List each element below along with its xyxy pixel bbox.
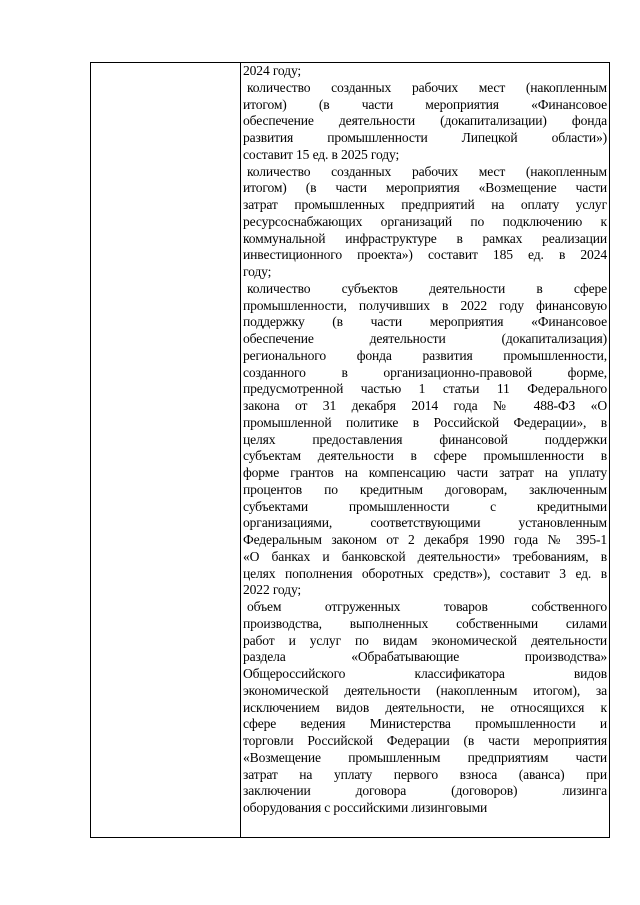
- text-line: объем отгруженных товаров собственного: [247, 599, 607, 614]
- text-line: Общероссийского классификатора видов: [243, 666, 607, 681]
- text-line: 2022 году;: [243, 582, 302, 598]
- text-line: количество созданных рабочих мест (накопленным: [247, 79, 607, 95]
- text-line: созданного в организационно-правовой форме,: [243, 364, 607, 380]
- text-line: производства, выполненных собственными силами: [243, 615, 607, 631]
- text-line: целях пополнения оборотных средств»), составит 3 ед. в: [243, 565, 607, 581]
- table-right-cell: [241, 63, 609, 837]
- text-line: обеспечение деятельности (докапитализации) фонда: [243, 113, 607, 129]
- text-line: форме грантов на компенсацию части затрат на уплату: [243, 465, 607, 480]
- text-line: итогом) (в части мероприятия «Возмещение части: [243, 180, 607, 196]
- text-line: 2024 году;: [243, 63, 302, 78]
- text-line: раздела «Обрабатывающие производства»: [243, 649, 607, 665]
- text-line: «Возмещение промышленным предприятиям части: [243, 749, 607, 765]
- text-line: сфере ведения Министерства промышленности и: [243, 716, 607, 732]
- text-line: целях предоставления финансовой поддержки: [243, 431, 607, 447]
- text-line: работ и услуг по видам экономической деятельности: [243, 632, 607, 648]
- text-line: количество субъектов деятельности в сфере: [247, 280, 607, 296]
- text-line: процентов по кредитным договорам, заключенным: [243, 481, 607, 497]
- text-line: коммунальной инфраструктуре в рамках реализации: [243, 230, 607, 246]
- text-line: ресурсоснабжающих организаций по подключению к: [243, 213, 607, 229]
- text-line: году;: [243, 264, 272, 279]
- text-line: организациями, соответствующими установленным: [243, 515, 607, 531]
- text-line: оборудования с российскими лизинговыми: [243, 800, 488, 815]
- table-left-cell: [91, 63, 241, 837]
- text-line: обеспечение деятельности (докапитализация): [243, 331, 607, 346]
- text-line: торговли Российской Федерации (в части мероприятия: [243, 733, 607, 748]
- text-line: итогом) (в части мероприятия «Финансовое: [243, 96, 607, 112]
- text-line: «О банках и банковской деятельности» требованиям, в: [243, 548, 607, 564]
- text-line: затрат промышленных предприятий на оплату услуг: [243, 197, 607, 212]
- text-line: промышленной политике в Российской Федерации», в: [243, 414, 607, 430]
- text-line: предусмотренной частью 1 статьи 11 Федерального: [243, 381, 607, 397]
- text-line: затрат на уплату первого взноса (аванса) при: [243, 766, 607, 782]
- text-line: исключением видов деятельности, не относящихся к: [243, 699, 607, 715]
- text-line: инвестиционного проекта») составит 185 ед. в 2024: [243, 247, 607, 263]
- text-line: количество созданных рабочих мест (накопленным: [247, 163, 607, 179]
- text-line: субъектами промышленности с кредитными: [243, 498, 607, 514]
- text-line: экономической деятельности (накопленным итогом), за: [243, 682, 607, 698]
- text-line: заключении договора (договоров) лизинга: [243, 783, 607, 799]
- text-line: промышленности, получивших в 2022 году финансовую: [243, 297, 607, 313]
- document-table: [90, 62, 610, 838]
- text-line: поддержку (в части мероприятия «Финансовое: [243, 314, 607, 330]
- text-line: регионального фонда развития промышленности,: [243, 347, 607, 363]
- text-line: субъектам деятельности в сфере промышленности в: [243, 448, 607, 464]
- text-line: Федеральным законом от 2 декабря 1990 года № 395-1: [243, 532, 607, 547]
- text-line: составит 15 ед. в 2025 году;: [243, 146, 400, 162]
- text-line: закона от 31 декабря 2014 года № 488-ФЗ «О: [243, 398, 607, 413]
- text-line: развития промышленности Липецкой области»): [243, 130, 607, 145]
